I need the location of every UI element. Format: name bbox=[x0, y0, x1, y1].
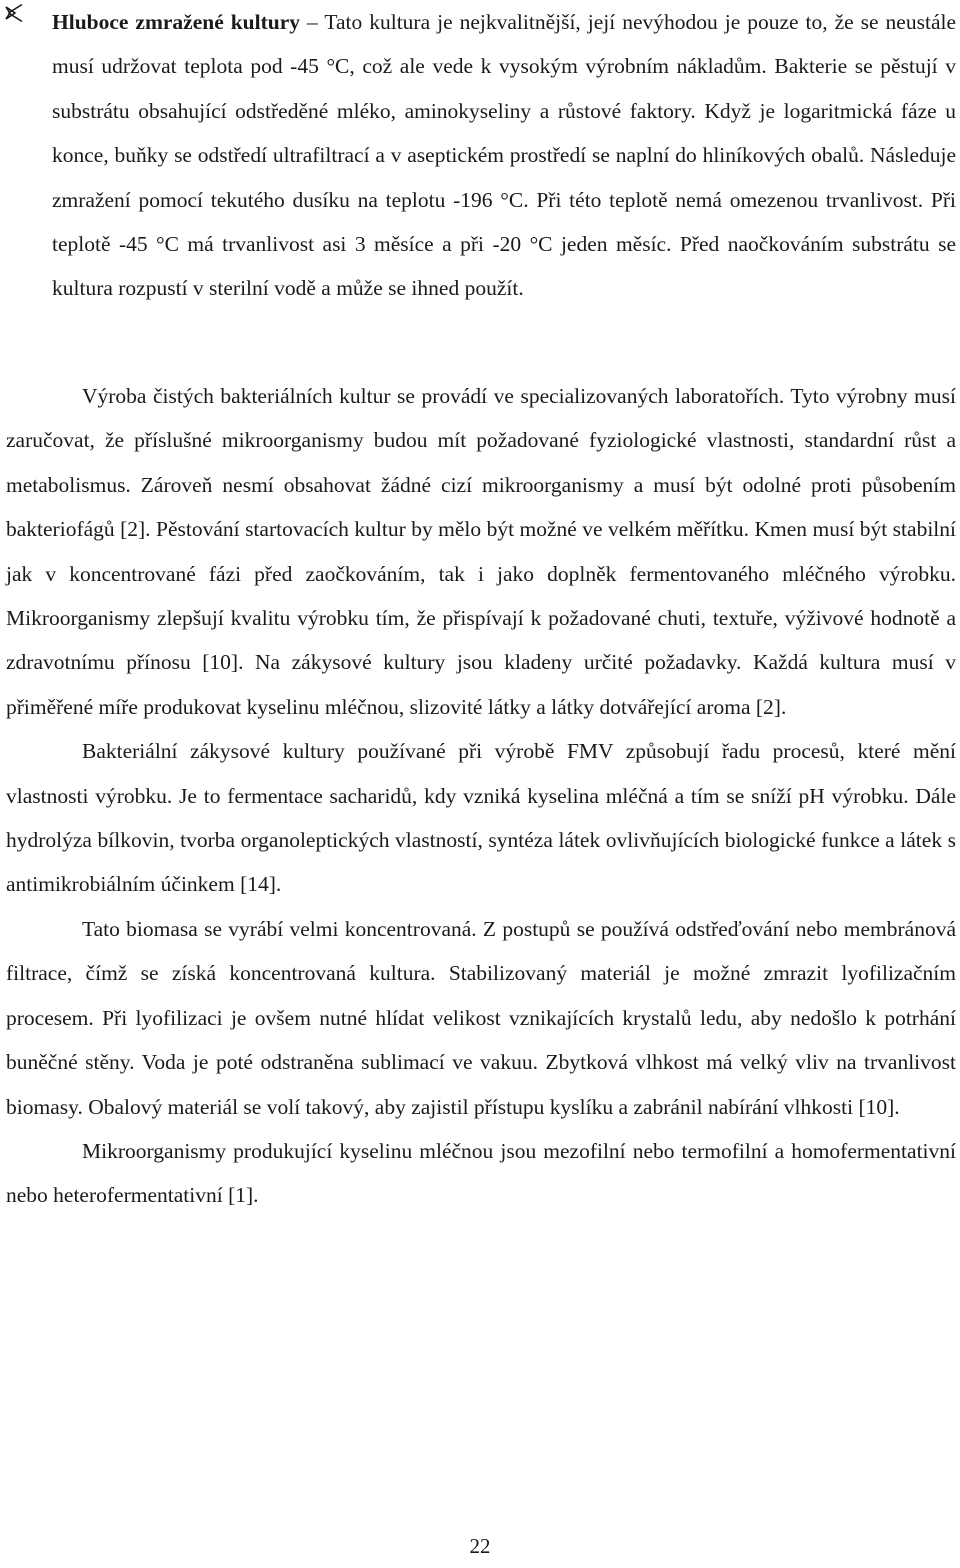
paragraph-2: Bakteriální zákysové kultury používané při výrobě FMV způsobují řadu procesů, které mění vlastnosti výrobku. Je to fermentace sacharidů, kdy vzniká kyselina mléčná a tím se sníží pH výrobku. Dále hydrolýza bílkovin, tvorba organoleptických vlastností, syntéza látek ovlivňujících biologické funkce a látek s antimikrobiálním účinkem [14]. bbox=[6, 739, 956, 897]
paragraph-3: Tato biomasa se vyrábí velmi koncentrovaná. Z postupů se používá odstřeďování nebo membránová filtrace, čímž se získá koncentrovaná kultura. Stabilizovaný materiál je možné zmrazit lyofilizačním procesem. Při lyofilizaci je ovšem nutné hlídat velikost vznikajících krystalů ledu, aby nedošlo k potrhání buněčné stěny. Voda je poté odstraněna sublimací ve vakuu. Zbytková vlhkost má velký vliv na trvanlivost biomasy. Obalový materiál se volí takový, aby zajistil přístupu kyslíku a zabránil nabírání vlhkosti [10]. bbox=[6, 916, 956, 1119]
page-number: 22 bbox=[469, 1534, 491, 1558]
bullet-title: Hluboce zmražené kultury bbox=[52, 10, 301, 34]
arrow-checkmark-bullet-icon bbox=[4, 2, 26, 24]
body-text bbox=[6, 374, 956, 1218]
bullet-item bbox=[0, 0, 956, 311]
bullet-text: – Tato kultura je nejkvalitnější, její nevýhodou je pouze to, že se neustále musí udržovat teplota pod -45 °C, což ale vede k vysokým výrobním nákladům. Bakterie se pěstují v substrátu obsahující odstředěné mléko, aminokyseliny a růstové faktory. Když je logaritmická fáze u konce, buňky se odstředí ultrafiltrací a v aseptickém prostředí se naplní do hliníkových obalů. Následuje zmražení pomocí tekutého dusíku na teplotu -196 °C. Při této teplotě nemá omezenou trvanlivost. Při teplotě -45 °C má trvanlivost asi 3 měsíce a při -20 °C jeden měsíc. Před naočkováním substrátu se kultura rozpustí v sterilní vodě a může se ihned použít. bbox=[52, 10, 956, 301]
paragraph-1: Výroba čistých bakteriálních kultur se provádí ve specializovaných laboratořích. Tyto výrobny musí zaručovat, že příslušné mikroorganismy budou mít požadované fyziologické vlastnosti, standardní růst a metabolismus. Zároveň nesmí obsahovat žádné cizí mikroorganismy a musí být odolné proti působením bakteriofágů [2]. Pěstování startovacích kultur by mělo být možné ve velkém měřítku. Kmen musí být stabilní jak v koncentrované fázi před zaočkováním, tak i jako doplněk fermentovaného mléčného výrobku. Mikroorganismy zlepšují kvalitu výrobku tím, že přispívají k požadované chuti, textuře, výživové hodnotě a zdravotnímu přínosu [10]. Na zákysové kultury jsou kladeny určité požadavky. Každá kultura musí v přiměřené míře produkovat kyselinu mléčnou, slizovité látky a látky dotvářející aroma [2]. bbox=[6, 384, 956, 719]
paragraph-4: Mikroorganismy produkující kyselinu mléčnou jsou mezofilní nebo termofilní a homofermentativní nebo heterofermentativní [1]. bbox=[6, 1138, 956, 1208]
bullet-list bbox=[0, 0, 956, 311]
